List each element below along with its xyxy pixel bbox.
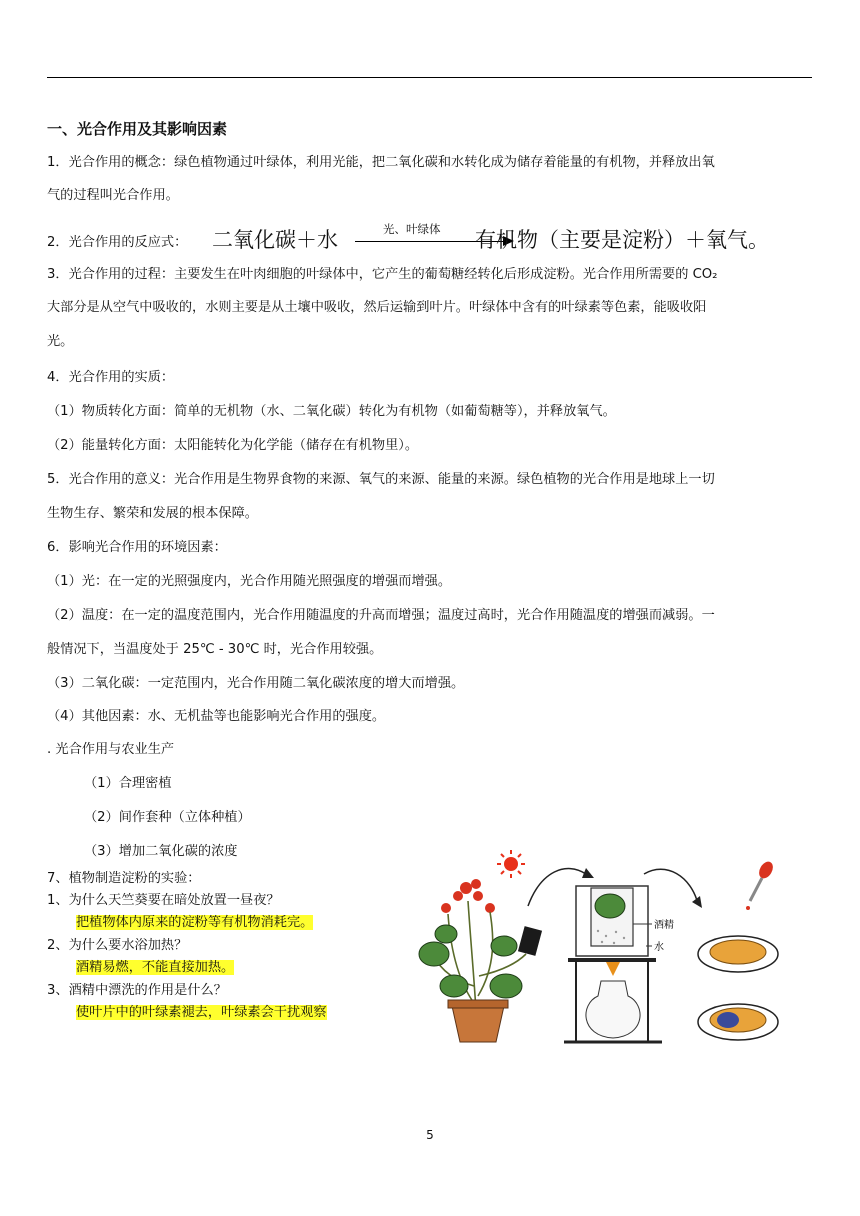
page-number: 5 bbox=[426, 1128, 434, 1142]
essence-item-1: （1）物质转化方面：简单的无机物（水、二氧化碳）转化为有机物（如葡萄糖等），并释放氧气。 bbox=[47, 404, 616, 419]
starch-experiment-figure bbox=[416, 846, 796, 1061]
meaning-line-2: 生物生存、繁荣和发展的根本保障。 bbox=[47, 506, 258, 521]
experiment-question-2: 2、为什么要水浴加热？ bbox=[47, 938, 188, 953]
section-title: 一、光合作用及其影响因素 bbox=[47, 120, 228, 138]
experiment-question-3: 3、酒精中漂洗的作用是什么？ bbox=[47, 983, 227, 998]
meaning-line-1: 5．光合作用的意义：光合作用是生物界食物的来源、氧气的来源、能量的来源。绿色植物的光合作用是地球上一切 bbox=[47, 472, 715, 487]
label-water: 水 bbox=[654, 942, 664, 953]
agriculture-item-1: （1）合理密植 bbox=[84, 776, 172, 791]
petri-dish-stained-icon bbox=[698, 1004, 778, 1040]
essence-item-2: （2）能量转化方面：太阳能转化为化学能（储存在有机物里）。 bbox=[47, 438, 419, 453]
factor-co2: （3）二氧化碳：一定范围内，光合作用随二氧化碳浓度的增大而增强。 bbox=[47, 676, 465, 691]
answer-2-highlight: 酒精易燃，不能直接加热。 bbox=[76, 960, 235, 975]
factor-light: （1）光：在一定的光照强度内，光合作用随光照强度的增强而增强。 bbox=[47, 574, 452, 589]
reaction-condition: 光、叶绿体 bbox=[383, 222, 441, 236]
agriculture-item-2: （2）间作套种（立体种植） bbox=[84, 810, 251, 825]
flower-pot-icon bbox=[448, 1000, 508, 1042]
factors-title: 6．影响光合作用的环境因素： bbox=[47, 540, 227, 555]
petri-dish-icon bbox=[698, 936, 778, 972]
factor-other: （4）其他因素：水、无机盐等也能影响光合作用的强度。 bbox=[47, 709, 386, 724]
equation-prefix: 2．光合作用的反应式： bbox=[47, 235, 188, 250]
sun-icon bbox=[497, 850, 525, 878]
water-bath-apparatus-icon bbox=[564, 886, 662, 1042]
photosynthesis-equation bbox=[47, 222, 817, 258]
answer-1-highlight: 把植物体内原来的淀粉等有机物消耗完。 bbox=[76, 915, 314, 930]
concept-line-2: 气的过程叫光合作用。 bbox=[47, 188, 179, 203]
equation-products: 有机物（主要是淀粉）＋氧气。 bbox=[475, 228, 769, 252]
dropper-icon bbox=[746, 859, 776, 910]
agriculture-item-3: （3）增加二氧化碳的浓度 bbox=[84, 844, 238, 859]
geranium-plant-icon bbox=[419, 901, 542, 1011]
process-line-1: 3．光合作用的过程：主要发生在叶肉细胞的叶绿体中，它产生的葡萄糖经转化后形成淀粉。光合作用所需要的 CO₂ bbox=[47, 267, 718, 282]
experiment-question-1: 1、为什么天竺葵要在暗处放置一昼夜？ bbox=[47, 893, 280, 908]
arrow-head-icon bbox=[692, 896, 702, 908]
header-rule bbox=[47, 77, 812, 78]
experiment-answer-2 bbox=[76, 959, 234, 977]
label-alcohol: 酒精 bbox=[654, 920, 674, 931]
agriculture-title: . 光合作用与农业生产 bbox=[47, 742, 175, 757]
process-line-2: 大部分是从空气中吸收的，水则主要是从土壤中吸收，然后运输到叶片。叶绿体中含有的叶绿素等色素，能吸收阳 bbox=[47, 300, 707, 315]
answer-3-highlight: 使叶片中的叶绿素褪去，叶绿素会干扰观察 bbox=[76, 1005, 327, 1020]
experiment-answer-1 bbox=[76, 914, 313, 932]
equation-reactants: 二氧化碳＋水 bbox=[212, 228, 338, 252]
factor-temperature-2: 般情况下，当温度处于 25℃ - 30℃ 时，光合作用较强。 bbox=[47, 642, 383, 657]
factor-temperature-1: （2）温度：在一定的温度范围内，光合作用随温度的升高而增强；温度过高时，光合作用随温度的增强而减弱。一 bbox=[47, 608, 715, 623]
experiment-title: 7、植物制造淀粉的实验： bbox=[47, 871, 201, 886]
experiment-answer-3 bbox=[76, 1004, 327, 1022]
concept-line-1: 1．光合作用的概念：绿色植物通过叶绿体，利用光能，把二氧化碳和水转化成为储存着能量的有机物，并释放出氧 bbox=[47, 155, 715, 170]
process-line-3: 光。 bbox=[47, 334, 74, 349]
essence-title: 4．光合作用的实质： bbox=[47, 370, 175, 385]
